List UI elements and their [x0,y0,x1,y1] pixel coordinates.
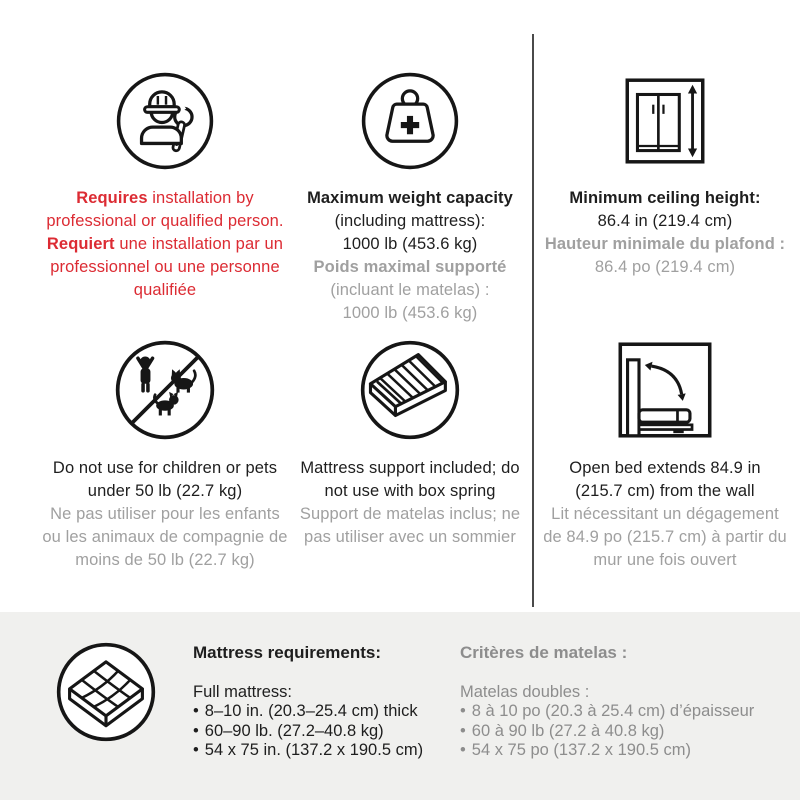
mattress-spec-bullet [193,702,423,722]
spec-text-segment: Hauteur minimale du plafond : [544,235,786,253]
spec-text-segment: ou les animaux de compagnie de [42,528,288,546]
bullet-dot: • [460,702,466,720]
spec-text-segment: Support de matelas inclus; ne [299,505,521,523]
mattress-requirements-french [460,643,754,761]
spec-text-segment: Minimum ceiling height: [569,189,761,207]
weight-icon [359,70,461,172]
spec-text-segment: Poids maximal supporté [313,258,507,276]
mattress-type-label: Full mattress: [193,682,293,701]
spec-text-no-children-pets [42,457,287,572]
spec-text-segment: professional or qualified person. [46,212,284,230]
spec-text-segment: Open bed extends 84.9 in [569,459,761,477]
mattress-requirements-heading: Mattress requirements: [193,643,382,662]
spec-text-segment: pas utiliser avec un sommier [304,528,516,546]
spec-text-line [543,480,787,503]
spec-panel-weight [300,70,520,325]
spec-text-line [545,187,785,210]
mattress-spec-bullet [460,702,754,722]
spec-text-segment: Mattress support included; do [300,459,520,477]
spec-text-line [545,256,785,279]
open-wall-bed-icon [613,338,717,442]
spec-text-segment: installation by [147,189,254,207]
bullet-dot: • [460,741,466,759]
mattress-spec-bullet [460,722,754,742]
mattress-requirements-english [193,643,423,761]
spec-text-line [42,549,287,572]
spec-panel-mattress-support [300,338,520,549]
spec-text-segment: Do not use for children or pets [52,459,278,477]
spec-text-segment: 1000 lb (453.6 kg) [342,235,478,253]
spec-text-line [307,233,513,256]
spec-text-segment: qualifiée [133,281,197,299]
mattress-spec-bullet [193,722,423,742]
section-divider [532,34,534,607]
spec-text-line [307,187,513,210]
spec-text-segment: 86.4 po (219.4 cm) [594,258,736,276]
spec-text-line [46,279,283,302]
mattress-spec-bullet [193,741,423,761]
spec-text-line [300,480,520,503]
spec-panel-ceiling-height [538,70,792,279]
bullet-text: 54 x 75 po (137.2 x 190.5 cm) [471,741,691,759]
mattress-type-label-fr: Matelas doubles : [460,682,590,701]
spec-text-line [42,480,287,503]
spec-panel-installation [25,70,305,302]
bullet-dot: • [193,741,199,759]
spec-text-segment: not use with box spring [324,482,496,500]
spec-text-line [545,233,785,256]
spec-text-segment: (215.7 cm) from the wall [575,482,755,500]
spec-text-line [307,210,513,233]
spec-text-line [543,549,787,572]
spec-text-segment: Ne pas utiliser pour les enfants [50,505,280,523]
spec-text-ceiling-height [545,187,785,279]
spec-text-line [543,503,787,526]
spec-text-line [42,457,287,480]
bullet-dot: • [460,721,466,740]
mattress-specs-list-en [193,702,423,761]
spec-text-line [42,526,287,549]
spec-panel-open-bed [538,338,792,572]
bullet-text: 54 x 75 in. (137.2 x 190.5 cm) [204,741,424,759]
mattress-spec-bullet [460,741,754,761]
mattress-icon [54,640,158,749]
bullet-text: 60–90 lb. (27.2–40.8 kg) [204,721,384,740]
bullet-dot: • [193,702,199,720]
spec-panel-no-children-pets [25,338,305,572]
bullet-text: 8 à 10 po (20.3 à 25.4 cm) d’épaisseur [471,702,755,720]
spec-text-line [46,233,283,256]
spec-text-line [545,210,785,233]
spec-text-line [300,526,520,549]
spec-text-line [307,279,513,302]
slatted-support-icon [358,338,462,442]
spec-text-line [46,210,283,233]
spec-text-segment: mur une fois ouvert [593,551,737,569]
spec-text-segment: 86.4 in (219.4 cm) [597,212,733,230]
spec-text-line [46,256,283,279]
spec-text-line [46,187,283,210]
spec-text-weight [307,187,513,325]
ceiling-height-icon [614,70,716,172]
spec-text-line [307,302,513,325]
spec-text-line [300,457,520,480]
mattress-requirements-heading-fr: Critères de matelas : [460,643,628,662]
spec-text-line [42,503,287,526]
spec-text-line [307,256,513,279]
bullet-text: 8–10 in. (20.3–25.4 cm) thick [204,702,418,720]
spec-text-segment: Lit nécessitant un dégagement [551,505,779,523]
spec-text-segment: professionnel ou une personne [50,258,280,276]
spec-text-segment: Requires [76,189,148,207]
spec-text-installation [46,187,283,302]
spec-text-segment: de 84.9 po (215.7 cm) à partir du [543,528,787,546]
spec-text-line [300,503,520,526]
spec-text-segment: moins de 50 lb (22.7 kg) [75,551,255,569]
spec-text-line [543,526,787,549]
mattress-requirements-band [0,612,800,800]
spec-text-segment: 1000 lb (453.6 kg) [342,304,478,322]
bullet-text: 60 à 90 lb (27.2 à 40.8 kg) [471,721,665,740]
spec-text-segment: Requiert [46,235,115,253]
spec-text-open-bed [543,457,787,572]
spec-text-line [543,457,787,480]
no-children-pets-icon [113,338,217,442]
spec-text-segment: une installation par un [114,235,284,253]
bullet-dot: • [193,721,199,740]
spec-text-segment: (incluant le matelas) : [330,281,490,299]
spec-text-mattress-support [300,457,520,549]
spec-text-segment: under 50 lb (22.7 kg) [87,482,243,500]
installer-icon [114,70,216,172]
spec-text-segment: Maximum weight capacity [307,189,513,207]
spec-text-segment: (including mattress): [334,212,486,230]
mattress-specs-list-fr [460,702,754,761]
